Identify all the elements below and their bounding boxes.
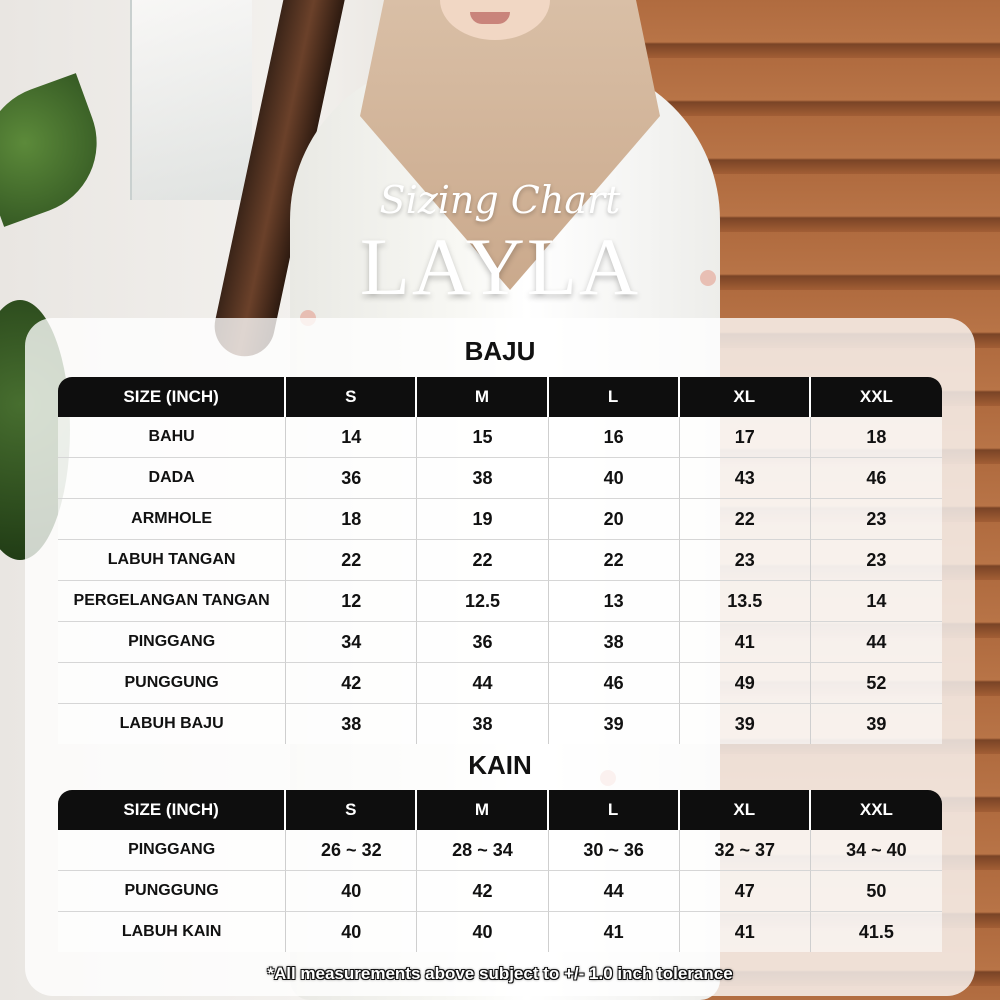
measurement-label: PINGGANG	[58, 830, 286, 871]
tolerance-footnote: *All measurements above subject to +/- 1.0 inch tolerance	[267, 964, 733, 983]
header-s: S	[286, 377, 417, 417]
table-row	[58, 417, 942, 458]
measurement-value: 40	[417, 912, 548, 952]
measurement-value: 15	[417, 417, 548, 458]
table-row	[58, 704, 942, 744]
measurement-value: 28 ~ 34	[417, 830, 548, 871]
measurement-value: 47	[680, 871, 811, 912]
header-xl: XL	[680, 790, 811, 830]
measurement-value: 36	[417, 622, 548, 663]
measurement-value: 39	[811, 704, 942, 744]
measurement-value: 41.5	[811, 912, 942, 952]
measurement-value: 36	[286, 458, 417, 499]
measurement-value: 38	[417, 458, 548, 499]
measurement-value: 43	[680, 458, 811, 499]
measurement-value: 42	[417, 871, 548, 912]
measurement-value: 13.5	[680, 581, 811, 622]
measurement-value: 14	[286, 417, 417, 458]
measurement-value: 42	[286, 663, 417, 704]
header-size-inch: SIZE (INCH)	[58, 790, 286, 830]
measurement-label: LABUH KAIN	[58, 912, 286, 952]
measurement-value: 22	[549, 540, 680, 581]
measurement-value: 22	[417, 540, 548, 581]
measurement-value: 34 ~ 40	[811, 830, 942, 871]
model-lips	[470, 12, 510, 24]
header-size-inch: SIZE (INCH)	[58, 377, 286, 417]
measurement-value: 22	[680, 499, 811, 540]
header-m: M	[417, 790, 548, 830]
measurement-label: LABUH TANGAN	[58, 540, 286, 581]
measurement-value: 50	[811, 871, 942, 912]
measurement-value: 23	[811, 540, 942, 581]
baju-size-table	[58, 377, 942, 744]
table-row	[58, 458, 942, 499]
measurement-label: PERGELANGAN TANGAN	[58, 581, 286, 622]
measurement-value: 41	[680, 622, 811, 663]
header-xl: XL	[680, 377, 811, 417]
table-header-row	[58, 377, 942, 417]
measurement-value: 18	[286, 499, 417, 540]
measurement-value: 12	[286, 581, 417, 622]
measurement-value: 44	[417, 663, 548, 704]
measurement-value: 39	[680, 704, 811, 744]
measurement-value: 46	[811, 458, 942, 499]
measurement-value: 38	[549, 622, 680, 663]
measurement-label: PUNGGUNG	[58, 663, 286, 704]
table-row	[58, 499, 942, 540]
header-xxl: XXL	[811, 790, 942, 830]
measurement-value: 32 ~ 37	[680, 830, 811, 871]
measurement-value: 46	[549, 663, 680, 704]
measurement-value: 40	[286, 871, 417, 912]
measurement-value: 44	[549, 871, 680, 912]
table-header-row	[58, 790, 942, 830]
table-row	[58, 912, 942, 952]
measurement-value: 30 ~ 36	[549, 830, 680, 871]
header-l: L	[549, 790, 680, 830]
measurement-value: 40	[549, 458, 680, 499]
measurement-value: 49	[680, 663, 811, 704]
measurement-label: DADA	[58, 458, 286, 499]
kain-size-table	[58, 790, 942, 952]
measurement-value: 13	[549, 581, 680, 622]
measurement-label: ARMHOLE	[58, 499, 286, 540]
measurement-value: 44	[811, 622, 942, 663]
measurement-value: 38	[286, 704, 417, 744]
table-row	[58, 663, 942, 704]
measurement-value: 41	[549, 912, 680, 952]
measurement-value: 16	[549, 417, 680, 458]
table-row	[58, 540, 942, 581]
measurement-value: 23	[680, 540, 811, 581]
header-s: S	[286, 790, 417, 830]
measurement-value: 18	[811, 417, 942, 458]
measurement-value: 19	[417, 499, 548, 540]
baju-section-title: BAJU	[464, 336, 536, 366]
measurement-value: 23	[811, 499, 942, 540]
product-name-title: LAYLA	[359, 221, 641, 312]
sizing-chart-subtitle: Sizing Chart	[379, 178, 621, 222]
measurement-value: 41	[680, 912, 811, 952]
measurement-value: 39	[549, 704, 680, 744]
header-l: L	[549, 377, 680, 417]
header-xxl: XXL	[811, 377, 942, 417]
measurement-value: 52	[811, 663, 942, 704]
measurement-label: BAHU	[58, 417, 286, 458]
measurement-label: PUNGGUNG	[58, 871, 286, 912]
table-row	[58, 871, 942, 912]
table-row	[58, 581, 942, 622]
measurement-value: 14	[811, 581, 942, 622]
measurement-value: 22	[286, 540, 417, 581]
header-m: M	[417, 377, 548, 417]
table-row	[58, 830, 942, 871]
glass-railing	[130, 0, 252, 200]
measurement-value: 20	[549, 499, 680, 540]
measurement-value: 38	[417, 704, 548, 744]
measurement-value: 12.5	[417, 581, 548, 622]
measurement-value: 34	[286, 622, 417, 663]
measurement-label: LABUH BAJU	[58, 704, 286, 744]
measurement-label: PINGGANG	[58, 622, 286, 663]
measurement-value: 40	[286, 912, 417, 952]
kain-section-title: KAIN	[468, 750, 532, 780]
table-row	[58, 622, 942, 663]
measurement-value: 26 ~ 32	[286, 830, 417, 871]
measurement-value: 17	[680, 417, 811, 458]
